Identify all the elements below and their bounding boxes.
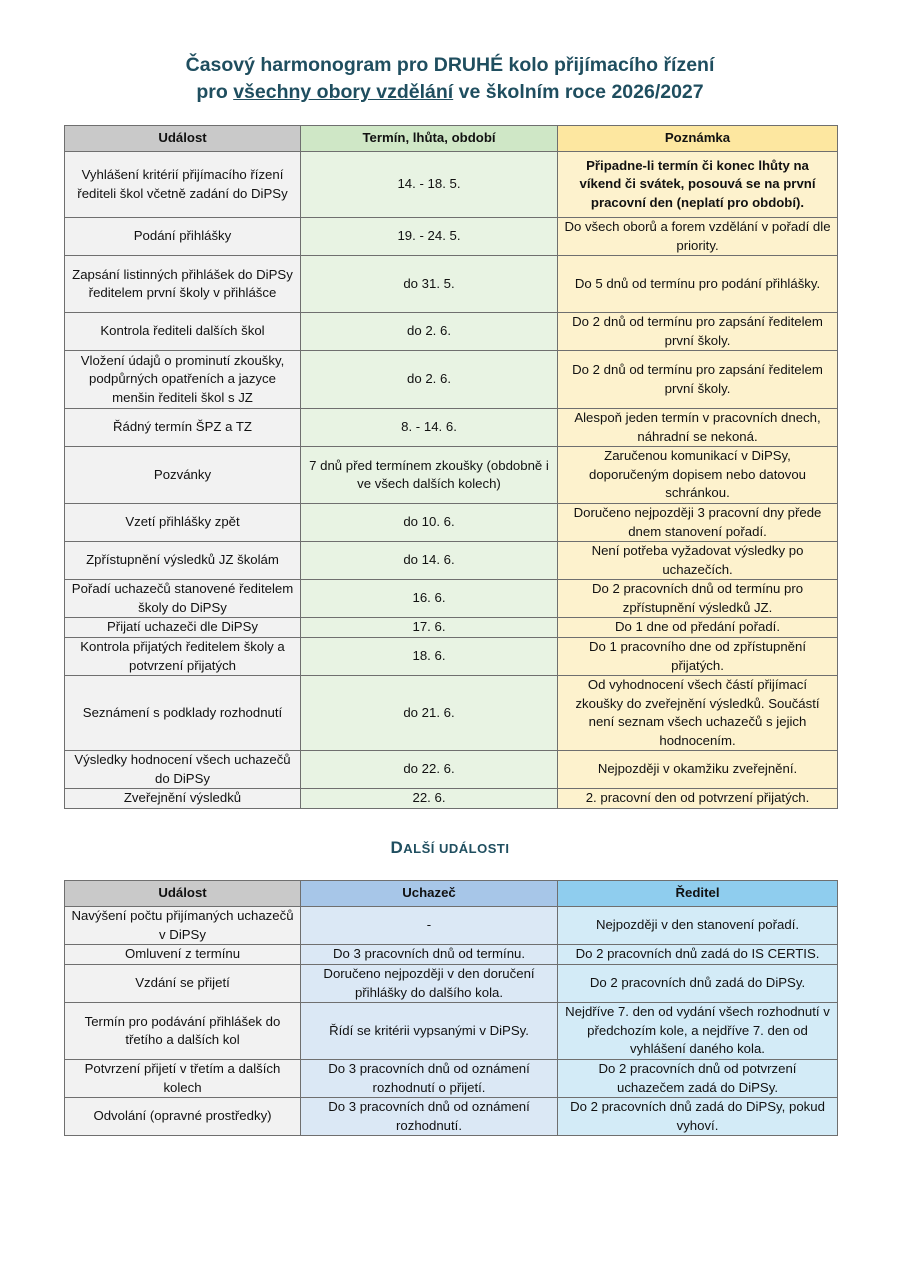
page-title	[0, 52, 900, 106]
header-candidate: Uchazeč	[301, 881, 558, 907]
director-cell: Do 2 pracovních dnů zadá do DiPSy.	[558, 965, 838, 1003]
table-header-row	[65, 126, 838, 152]
event-cell: Podání přihlášky	[65, 218, 301, 256]
event-cell: Zapsání listinných přihlášek do DiPSy ředitelem první školy v přihlášce	[65, 256, 301, 313]
table-row	[65, 907, 838, 945]
term-cell: do 22. 6.	[301, 751, 558, 789]
director-cell: Do 2 pracovních dnů od potvrzení uchazečem zadá do DiPSy.	[558, 1060, 838, 1098]
event-cell: Výsledky hodnocení všech uchazečů do DiPSy	[65, 751, 301, 789]
note-cell: Do 5 dnů od termínu pro podání přihlášky.	[558, 256, 838, 313]
table-row	[65, 789, 838, 809]
note-cell: Není potřeba vyžadovat výsledky po uchazečích.	[558, 542, 838, 580]
term-cell: do 14. 6.	[301, 542, 558, 580]
term-cell: 22. 6.	[301, 789, 558, 809]
event-cell: Pozvánky	[65, 447, 301, 504]
note-cell: Alespoň jeden termín v pracovních dnech, náhradní se nekoná.	[558, 409, 838, 447]
term-cell: 17. 6.	[301, 618, 558, 638]
schedule-table	[64, 125, 838, 809]
other-events-table	[64, 880, 838, 1136]
event-cell: Přijatí uchazeči dle DiPSy	[65, 618, 301, 638]
note-cell: Zaručenou komunikací v DiPSy, doporučeným dopisem nebo datovou schránkou.	[558, 447, 838, 504]
event-cell: Omluvení z termínu	[65, 945, 301, 965]
table-row	[65, 542, 838, 580]
candidate-cell: Doručeno nejpozději v den doručení přihlášky do dalšího kola.	[301, 965, 558, 1003]
term-cell: 7 dnů před termínem zkoušky (obdobně i ve všech dalších kolech)	[301, 447, 558, 504]
event-cell: Odvolání (opravné prostředky)	[65, 1098, 301, 1136]
table-row	[65, 447, 838, 504]
table-row	[65, 152, 838, 218]
candidate-cell: Do 3 pracovních dnů od oznámení rozhodnutí.	[301, 1098, 558, 1136]
event-cell: Řádný termín ŠPZ a TZ	[65, 409, 301, 447]
term-cell: do 10. 6.	[301, 504, 558, 542]
event-cell: Potvrzení přijetí v třetím a dalších kolech	[65, 1060, 301, 1098]
table-row	[65, 313, 838, 351]
event-cell: Kontrola řediteli dalších škol	[65, 313, 301, 351]
candidate-cell: Do 3 pracovních dnů od termínu.	[301, 945, 558, 965]
event-cell: Vzetí přihlášky zpět	[65, 504, 301, 542]
event-cell: Zpřístupnění výsledků JZ školám	[65, 542, 301, 580]
table-row	[65, 218, 838, 256]
title-underlined: všechny obory vzdělání	[233, 81, 454, 103]
note-cell: Do 1 pracovního dne od zpřístupnění přijatých.	[558, 638, 838, 676]
note-cell: Do 2 pracovních dnů od termínu pro zpřístupnění výsledků JZ.	[558, 580, 838, 618]
term-cell: do 2. 6.	[301, 313, 558, 351]
event-cell: Vzdání se přijetí	[65, 965, 301, 1003]
table-row	[65, 638, 838, 676]
note-cell: Do 2 dnů od termínu pro zapsání ředitelem první školy.	[558, 351, 838, 409]
term-cell: do 31. 5.	[301, 256, 558, 313]
table-row	[65, 1098, 838, 1136]
title-line-2: pro všechny obory vzdělání ve školním roce 2026/2027	[196, 81, 704, 103]
candidate-cell: Do 3 pracovních dnů od oznámení rozhodnutí o přijetí.	[301, 1060, 558, 1098]
note-cell: Nejpozději v okamžiku zveřejnění.	[558, 751, 838, 789]
term-cell: 16. 6.	[301, 580, 558, 618]
note-cell: 2. pracovní den od potvrzení přijatých.	[558, 789, 838, 809]
header-term: Termín, lhůta, období	[301, 126, 558, 152]
note-cell: Od vyhodnocení všech částí přijímací zkoušky do zveřejnění výsledků. Součástí není seznam všech uchazečů s jejich hodnocením.	[558, 676, 838, 751]
term-cell: 19. - 24. 5.	[301, 218, 558, 256]
table-row	[65, 676, 838, 751]
table-row	[65, 580, 838, 618]
note-cell: Do 2 dnů od termínu pro zapsání ředitelem první školy.	[558, 313, 838, 351]
term-cell: 14. - 18. 5.	[301, 152, 558, 218]
candidate-cell: Řídí se kritérii vypsanými v DiPSy.	[301, 1003, 558, 1060]
director-cell: Do 2 pracovních dnů zadá do IS CERTIS.	[558, 945, 838, 965]
term-cell: 18. 6.	[301, 638, 558, 676]
event-cell: Navýšení počtu přijímaných uchazečů v DiPSy	[65, 907, 301, 945]
event-cell: Vyhlášení kritérií přijímacího řízení řediteli škol včetně zadání do DiPSy	[65, 152, 301, 218]
event-cell: Zveřejnění výsledků	[65, 789, 301, 809]
table-row	[65, 618, 838, 638]
note-cell: Doručeno nejpozději 3 pracovní dny přede dnem stanovení pořadí.	[558, 504, 838, 542]
table-row	[65, 351, 838, 409]
director-cell: Nejdříve 7. den od vydání všech rozhodnutí v předchozím kole, a nejdříve 7. den od vyhlášení daného kola.	[558, 1003, 838, 1060]
table-row	[65, 409, 838, 447]
candidate-cell: -	[301, 907, 558, 945]
note-cell: Do 1 dne od předání pořadí.	[558, 618, 838, 638]
term-cell: 8. - 14. 6.	[301, 409, 558, 447]
term-cell: do 21. 6.	[301, 676, 558, 751]
section-title-other-events: DALŠÍ UDÁLOSTI	[390, 838, 510, 857]
table-row	[65, 751, 838, 789]
event-cell: Termín pro podávání přihlášek do třetího a dalších kol	[65, 1003, 301, 1060]
header-note: Poznámka	[558, 126, 838, 152]
header-event: Událost	[65, 126, 301, 152]
table-row	[65, 504, 838, 542]
event-cell: Pořadí uchazečů stanovené ředitelem školy do DiPSy	[65, 580, 301, 618]
header-event: Událost	[65, 881, 301, 907]
event-cell: Kontrola přijatých ředitelem školy a potvrzení přijatých	[65, 638, 301, 676]
table-row	[65, 1060, 838, 1098]
table-row	[65, 965, 838, 1003]
note-cell: Do všech oborů a forem vzdělání v pořadí dle priority.	[558, 218, 838, 256]
term-cell: do 2. 6.	[301, 351, 558, 409]
director-cell: Nejpozději v den stanovení pořadí.	[558, 907, 838, 945]
table-row	[65, 1003, 838, 1060]
table-row	[65, 945, 838, 965]
director-cell: Do 2 pracovních dnů zadá do DiPSy, pokud vyhoví.	[558, 1098, 838, 1136]
table-row	[65, 256, 838, 313]
event-cell: Vložení údajů o prominutí zkoušky, podpůrných opatřeních a jazyce menšin řediteli škol s JZ	[65, 351, 301, 409]
title-line-1: Časový harmonogram pro DRUHÉ kolo přijímacího řízení	[185, 54, 715, 76]
header-director: Ředitel	[558, 881, 838, 907]
table-header-row	[65, 881, 838, 907]
event-cell: Seznámení s podklady rozhodnutí	[65, 676, 301, 751]
note-cell: Připadne-li termín či konec lhůty na víkend či svátek, posouvá se na první pracovní den (neplatí pro období).	[558, 152, 838, 218]
